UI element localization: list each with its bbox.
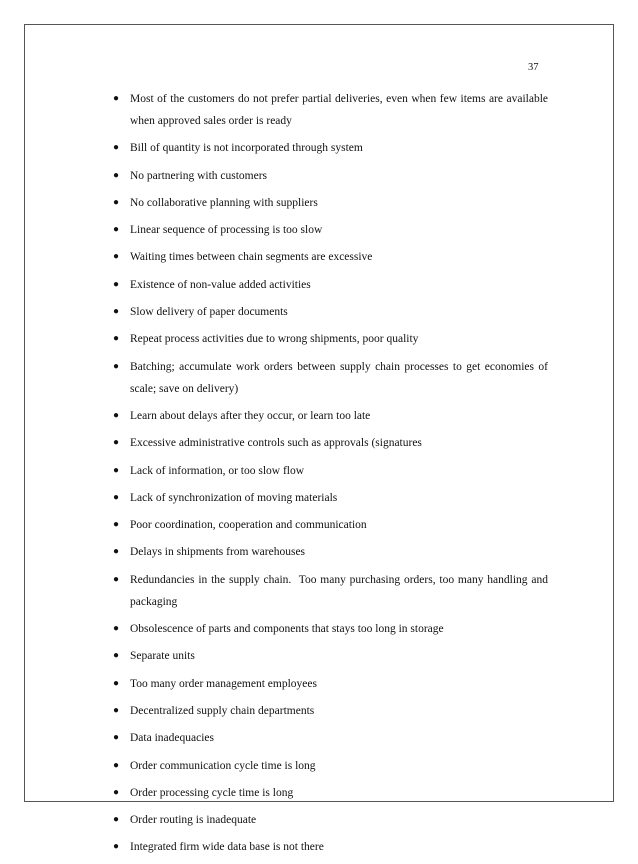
list-item: [112, 645, 548, 667]
list-item: [112, 165, 548, 187]
list-item: [112, 727, 548, 749]
list-item-text: Learn about delays after they occur, or learn too late: [130, 409, 371, 422]
list-item-text: Waiting times between chain segments are excessive: [130, 251, 373, 264]
list-item: [112, 618, 548, 640]
list-item: [112, 432, 548, 454]
list-item: [112, 836, 548, 858]
bullet-icon: ●: [113, 573, 120, 585]
bullet-icon: ●: [113, 306, 120, 318]
list-item-text: Obsolescence of parts and components that stays too long in storage: [130, 623, 444, 636]
bullet-icon: ●: [113, 360, 120, 372]
list-item-text: Order routing is inadequate: [130, 814, 257, 827]
bullet-icon: ●: [113, 732, 120, 744]
list-item-text: Integrated firm wide data base is not there: [130, 841, 324, 854]
list-item-text: Linear sequence of processing is too slow: [130, 224, 323, 237]
bullet-icon: ●: [113, 546, 120, 558]
page-number: 37: [528, 62, 539, 73]
bullet-icon: ●: [113, 677, 120, 689]
list-item: [112, 328, 548, 350]
issues-bullet-list: [112, 88, 551, 864]
bullet-icon: ●: [113, 333, 120, 345]
bullet-icon: ●: [113, 704, 120, 716]
bullet-icon: ●: [113, 251, 120, 263]
bullet-icon: ●: [113, 650, 120, 662]
list-item-text: Too many order management employees: [130, 677, 317, 690]
list-item-text: No collaborative planning with suppliers: [130, 196, 318, 209]
list-item: [112, 274, 548, 296]
list-item: [112, 809, 548, 831]
list-item: [112, 192, 548, 214]
list-item-text: Decentralized supply chain departments: [130, 704, 315, 717]
bullet-icon: ●: [113, 491, 120, 503]
list-item-text: Data inadequacies: [130, 732, 214, 745]
bullet-icon: ●: [113, 169, 120, 181]
bullet-icon: ●: [113, 409, 120, 421]
list-item-text: Excessive administrative controls such as approvals (signatures: [130, 437, 422, 450]
list-item: [112, 88, 548, 132]
list-item-text: Poor coordination, cooperation and communication: [130, 519, 367, 532]
list-item: [112, 487, 548, 509]
list-item: [112, 356, 548, 400]
bullet-icon: ●: [113, 519, 120, 531]
bullet-icon: ●: [113, 142, 120, 154]
list-item-text: Batching; accumulate work orders between supply chain processes to get economies of scale; save on delivery): [130, 360, 548, 395]
list-item: [112, 301, 548, 323]
bullet-icon: ●: [113, 278, 120, 290]
list-item-text: No partnering with customers: [130, 169, 268, 182]
list-item: [112, 755, 548, 777]
bullet-icon: ●: [113, 786, 120, 798]
bullet-icon: ●: [113, 196, 120, 208]
list-item: [112, 700, 548, 722]
list-item: [112, 673, 548, 695]
bullet-icon: ●: [113, 224, 120, 236]
list-item-text: Lack of synchronization of moving materials: [130, 491, 338, 504]
list-item: [112, 137, 548, 159]
bullet-icon: ●: [113, 623, 120, 635]
list-item: [112, 782, 548, 804]
list-item: [112, 569, 551, 613]
bullet-icon: ●: [113, 759, 120, 771]
list-item-text: Redundancies in the supply chain. Too many purchasing orders, too many handling and packaging: [130, 573, 551, 608]
list-item-text: Delays in shipments from warehouses: [130, 546, 306, 559]
list-item-text: Bill of quantity is not incorporated through system: [130, 142, 363, 155]
list-item: [112, 460, 548, 482]
list-item: [112, 541, 548, 563]
list-item: [112, 405, 548, 427]
list-item-text: Most of the customers do not prefer partial deliveries, even when few items are available when approved sales order is ready: [130, 93, 548, 127]
bullet-icon: ●: [113, 814, 120, 826]
list-item: [112, 219, 548, 241]
list-item-text: Slow delivery of paper documents: [130, 306, 288, 319]
list-item-text: Order communication cycle time is long: [130, 759, 316, 772]
list-item-text: Separate units: [130, 650, 195, 663]
list-item-text: Existence of non-value added activities: [130, 278, 311, 291]
bullet-icon: ●: [113, 841, 120, 853]
list-item-text: Order processing cycle time is long: [130, 786, 294, 799]
list-item: [112, 246, 548, 268]
list-item-text: Lack of information, or too slow flow: [130, 464, 305, 477]
bullet-icon: ●: [113, 437, 120, 449]
bullet-icon: ●: [113, 93, 120, 104]
list-item: [112, 514, 548, 536]
bullet-icon: ●: [113, 464, 120, 476]
list-item-text: Repeat process activities due to wrong shipments, poor quality: [130, 333, 419, 346]
